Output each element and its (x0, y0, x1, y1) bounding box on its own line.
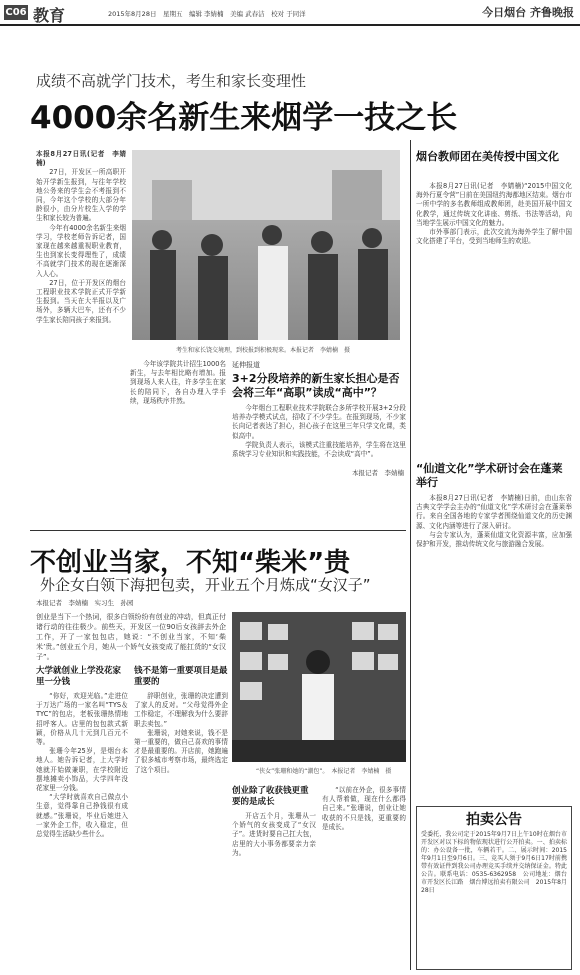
sidebar-paragraph: 今年烟台工程职业技术学院联合多所学校开展3+2分段培养办学模式试点，招收了不少学生。在报到现场，不少家长向记者表达了担心，担心孩子在这里三年只学文化课，类似高中。 (232, 404, 406, 440)
sidebar-byline: 本报记者 李婧楠 (352, 469, 404, 477)
sidebar-kicker: 延伸报道 (232, 361, 260, 369)
page-masthead (0, 0, 580, 26)
lead-body-continued (130, 360, 226, 470)
sidebar-body (232, 404, 406, 464)
lead-kicker: 成绩不高就学门技术，考生和家长变理性 (36, 72, 307, 90)
sidebar-headline: 3+2分段培养的新生家长担心是否会将三年“高职”读成“高中”？ (232, 372, 400, 399)
feature-section-c-body (232, 812, 316, 968)
right-story2-paragraph: 与会专家认为，蓬莱仙道文化资源丰富，应加强保护和开发，推动传统文化与旅游融合发展。 (416, 530, 572, 549)
newspaper-brand: 今日烟台 齐鲁晚报 (482, 6, 574, 19)
feature-lead: 创业是当下一个热词，很多白领纷纷有创业的冲动，但真正付诸行动的往往极少。前些天，开发区一位90后女孩辞去外企工作，开了一家包包店，她说：“不创业当家，不知‘柴米’贵。”创业五个月，她从一个娇气女孩变成了能扛货的“女汉子”。 (36, 613, 226, 661)
feature-photo-caption: “侠女”张珊和她的“潮包”。 本报记者 李婧楠 摄 (256, 768, 392, 775)
feature-section-b-title: 钱不是第一重要项目是最重要的 (134, 666, 228, 687)
feature-subhead: 外企女白领下海把包卖，开业五个月炼成“女汉子” (40, 576, 371, 594)
feature-headline: 不创业当家，不知“柴米”贵 (30, 548, 351, 578)
lead-dateline: 本报8月27日讯(记者 李婧楠) (36, 150, 126, 168)
lead-body (36, 150, 126, 470)
feature-paragraph: 张珊说，对她来说，钱不是第一重要的，做自己喜欢的事情才是最重要的。开店前，她跑遍了很多城市考察市场，最终选定了这个项目。 (134, 728, 228, 774)
section-divider (30, 530, 406, 531)
shop-photo-illustration (232, 612, 406, 762)
feature-section-a-title: 大学就创业上学没花家里一分钱 (36, 666, 122, 687)
right-story1-paragraph: 市外事部门表示，此次交流为海外学生了解中国文化搭建了平台，受到当地师生的欢迎。 (416, 228, 572, 246)
feature-section-b-body (134, 692, 228, 968)
feature-paragraph: 张珊今年25岁，是烟台本地人。她告诉记者，上大学时她就开始做兼职，在学校附近摆地摊卖小饰品，大学四年没花家里一分钱。 (36, 747, 128, 793)
feature-paragraph: “以前在外企，很多事情有人帮着做，现在什么都得自己来。”张珊说，创业让她收获的不只是钱，更重要的是成长。 (322, 786, 406, 831)
feature-byline: 本报记者 李婧楠 实习生 孙园 (36, 599, 134, 607)
auction-notice (416, 806, 572, 970)
right-story2-body (416, 494, 572, 804)
right-story1-paragraph: 本报8月27日讯(记者 李婧楠)“2015中国文化海外行夏令营”日前在美国纽约海都地区结束。烟台市一所中学的多名教师组成教师团，赴美国开展中国文化教学，通过传统文化讲座、剪纸、书法等活动，向当地学生展示中国文化的魅力。 (416, 182, 572, 227)
right-story1-headline: 烟台教师团在美传授中国文化 (416, 150, 559, 163)
right-story2-paragraph: 本报8月27日讯(记者 李婧楠)日前，由山东省古典文学学会主办的“仙道文化”学术研讨会在蓬莱举行。来自全国各地的专家学者围绕仙道文化的历史渊源、文化内涵等进行了深入研讨。 (416, 494, 572, 530)
section-title: 教育 (33, 6, 66, 25)
auction-notice-body: 受委托，我公司定于2015年9月7日上午10时在烟台市开发区对以下标的物依现状进行公开拍卖。一、拍卖标的：办公设备一批，车辆若干。二、展示时间：2015年9月1日至9月6日。三、竞买人须于9月6日17时前携带有效证件到我公司办理竞买手续并交纳保证金。特此公告。联系电话：0535-6362958 公司地址：烟台市开发区长江路 烟台博远拍卖有限公司 2015年8月28日 (421, 831, 567, 894)
feature-paragraph: 辞职创业，张珊的决定遭到了家人的反对。“父母觉得外企工作稳定，不理解我为什么要辞职去卖包。” (134, 692, 228, 728)
feature-paragraph: “你好，欢迎光临。”走进位于万达广场的一家名叫“TYS＆TYC”的包店，老板张珊热情地招呼客人。店里的包包款式新颖，价格从几十元到几百元不等。 (36, 692, 128, 747)
lead-photo (132, 150, 400, 340)
auction-notice-title: 拍卖公告 (466, 812, 522, 828)
feature-paragraph: “大学时就喜欢自己做点小生意，觉得靠自己挣钱很有成就感。”张珊说，毕业后她进入一家外企工作，收入稳定，但总觉得生活缺少些什么。 (36, 793, 128, 839)
issue-meta: 2015年8月28日 星期五 编辑 李婧楠 美编 武春洁 校对 于同洋 (108, 10, 306, 18)
column-divider (410, 140, 411, 970)
lead-headline: 4000余名新生来烟学一技之长 (30, 100, 458, 136)
lead-paragraph: 27日，位于开发区的烟台工程职业技术学院正式开学新生报到。当天在大半报以及广场外，多辆大巴车，还有不少学生家长陪同孩子来报到。 (36, 278, 126, 324)
sidebar-paragraph: 学院负责人表示，该模式注重技能培养，学生将在这里系统学习专业知识和实践技能，不会读成“高中”。 (232, 440, 406, 459)
feature-section-a-body (36, 692, 128, 968)
crowd-photo-illustration (132, 150, 400, 340)
right-story1-body (416, 182, 572, 452)
right-story2-headline: “仙道文化”学术研讨会在蓬莱举行 (416, 462, 563, 489)
lead-paragraph: 今年该学院共计招生1000名新生，与去年相比略有增加。报到现场人来人往，许多学生在家长的陪同下，各自办理入学手续，现场秩序井然。 (130, 360, 226, 405)
feature-section-c-body-continued (322, 786, 406, 968)
page-number: C06 (5, 7, 27, 18)
feature-photo (232, 612, 406, 762)
feature-paragraph: 开店五个月，张珊从一个娇气的女孩变成了“女汉子”。进货时要自己扛大包，店里的大小事务都要亲力亲为。 (232, 812, 316, 857)
lead-paragraph: 今年有4000余名新生来烟学习，学校老师告诉记者，国家现在越来越重视职业教育，生也到家长变得理性了，成绩不高就学门技术的现在逐渐深入人心。 (36, 223, 126, 278)
lead-paragraph: 27日，开发区一所高职开始开学新生报到，与往年学校地公务来的学生会不考报到不同，今年这个学校的大部分年龄很小，由分片校生入学的学生和家长较为普遍。 (36, 168, 126, 223)
feature-section-c-title: 创业除了收获钱更重要的是成长 (232, 786, 309, 807)
lead-photo-caption: 考生和家长饶交境理，到校报到积极现来。本报记者 李婧楠 摄 (176, 347, 351, 354)
